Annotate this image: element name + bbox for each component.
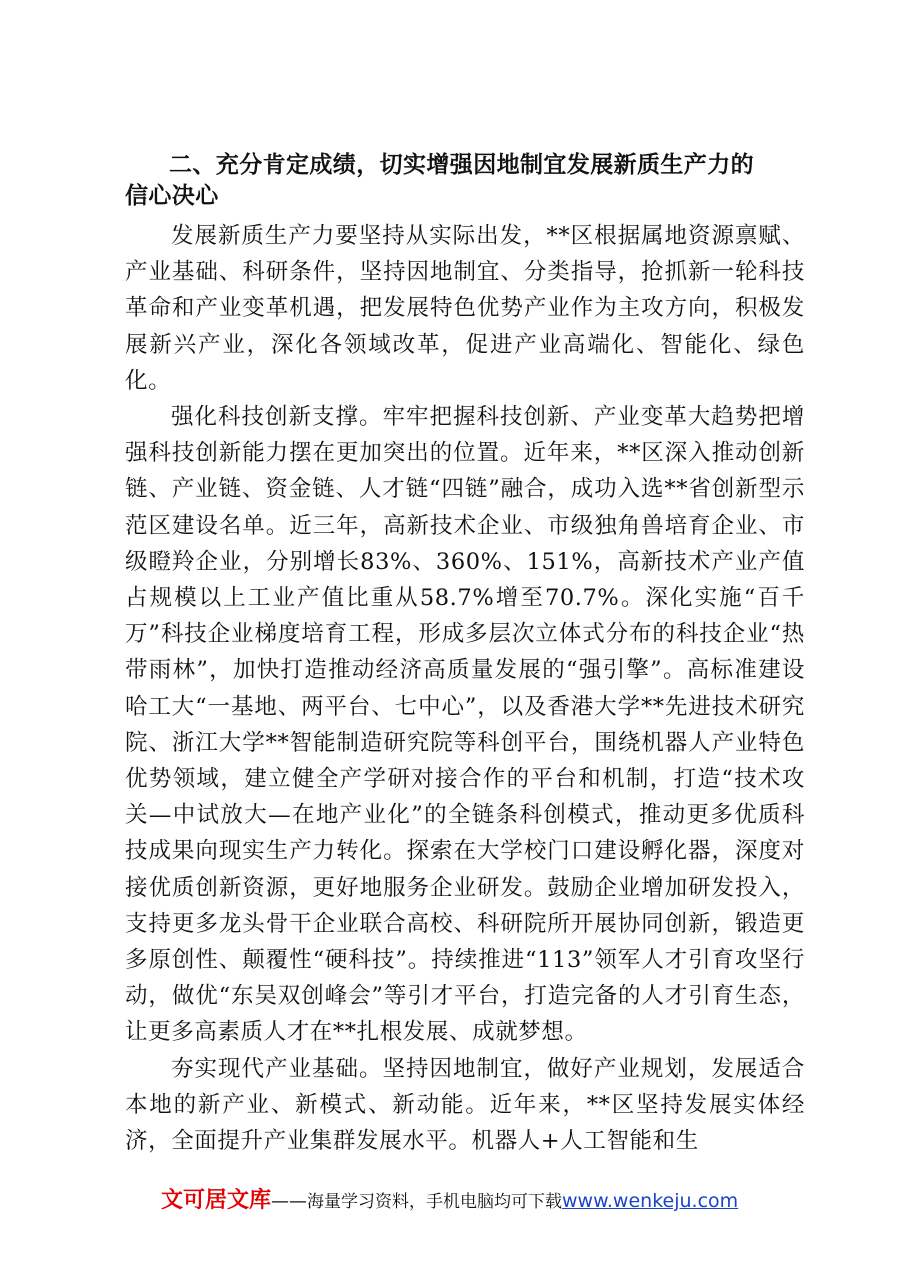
paragraph-tech-innovation: 强化科技创新支撑。牢牢把握科技创新、产业变革大趋势把增强科技创新能力摆在更加突出的位置。近年来，**区深入推动创新链、产业链、资金链、人才链“四链”融合，成功入选**省创新型示范区建设名单。近三年，高新技术企业、市级独角兽培育企业、市级瞪羚企业，分别增长83%、360%、151%，高新技术产业产值占规模以上工业产值比重从58.7%增至70.7%。深化实施“百千万”科技企业梯度培育工程，形成多层次立体式分布的科技企业“热带雨林”，加快打造推动经济高质量发展的“强引擎”。高标准建设哈工大“一基地、两平台、七中心”，以及香港大学**先进技术研究院、浙江大学**智能制造研究院等科创平台，围绕机器人产业特色优势领域，建立健全产学研对接合作的平台和机制，打造“技术攻关—中试放大—在地产业化”的全链条科创模式，推动更多优质科技成果向现实生产力转化。探索在大学校门口建设孵化器，深度对接优质创新资源，更好地服务企业研发。鼓励企业增加研发投入，支持更多龙头骨干企业联合高校、科研院所开展协同创新，锻造更多原创性、颠覆性“硬科技”。持续推进“113”领军人才引育攻坚行动，做优“东吴双创峰会”等引才平台，打造完备的人才引育生态，让更多高素质人才在**扎根发展、成就梦想。 [125,404,805,1046]
footer-text: 海量学习资料，手机电脑均可下载 [307,1192,563,1212]
footer-dash: —— [271,1191,308,1212]
paragraph-industry-foundation: 夯实现代产业基础。坚持因地制宜，做好产业规划，发展适合本地的新产业、新模式、新动能。近年来，**区坚持发展实体经济，全面提升产业集群发展水平。机器人+人工智能和生 [125,1055,805,1155]
footer-website-link[interactable]: www.wenkeju.com [562,1190,739,1212]
section-heading-continuation: 信心决心 [125,183,219,209]
document-body [125,150,805,1159]
paragraph-intro: 发展新质生产力要坚持从实际出发，**区根据属地资源禀赋、产业基础、科研条件，坚持因地制宜、分类指导，抢抓新一轮科技革命和产业变革机遇，把发展特色优势产业作为主攻方向，积极发展新兴产业，深化各领域改革，促进产业高端化、智能化、绿色化。 [125,223,805,394]
footer-banner [161,1183,801,1214]
footer-brand: 文可居文库 [161,1188,272,1213]
section-heading: 二、充分肯定成绩，切实增强因地制宜发展新质生产力的 [169,152,754,178]
